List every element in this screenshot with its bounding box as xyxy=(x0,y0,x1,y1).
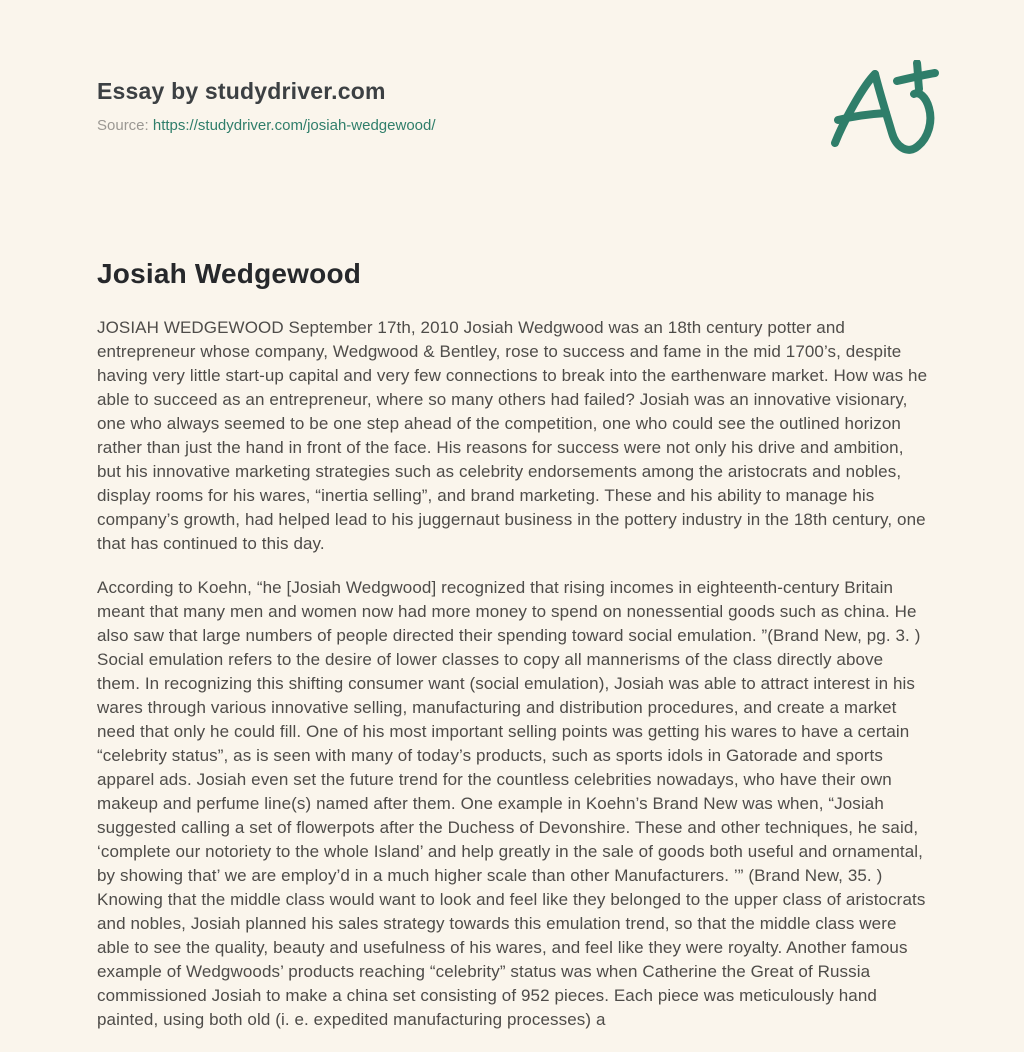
source-row xyxy=(97,116,930,135)
essay-title: Josiah Wedgewood xyxy=(97,258,362,289)
essay-body xyxy=(97,316,930,1032)
page-header-title: Essay by studydriver.com xyxy=(97,78,386,104)
essay-content xyxy=(97,0,930,1052)
essay-paragraph-2: According to Koehn, “he [Josiah Wedgwood] recognized that rising incomes in eighteenth-century Britain meant that many men and women now had more money to spend on nonessential goods such as china. He also saw that large numbers of people directed their spending toward social emulation. ”(Brand New, pg. 3. ) Social emulation refers to the desire of lower classes to copy all mannerisms of the class directly above them. In recognizing this shifting consumer want (social emulation), Josiah was able to attract interest in his wares through various innovative selling, manufacturing and distribution procedures, and create a market need that only he could fill. One of his most important selling points was getting his wares to have a certain “celebrity status”, as is seen with many of today’s products, such as sports idols in Gatorade and sports apparel ads. Josiah even set the future trend for the countless celebrities nowadays, who have their own makeup and perfume line(s) named after them. One example in Koehn’s Brand New was when, “Josiah suggested calling a set of flowerpots after the Duchess of Devonshire. These and other techniques, he said, ‘complete our notoriety to the whole Island’ and help greatly in the sale of goods both useful and ornamental, by showing that’ we are employ’d in a much higher scale than other Manufacturers. ’” (Brand New, 35. ) Knowing that the middle class would want to look and feel like they belonged to the upper class of aristocrats and nobles, Josiah planned his sales strategy towards this emulation trend, so that the middle class were able to see the quality, beauty and usefulness of his wares, and feel like they were royalty. Another famous example of Wedgwoods’ products reaching “celebrity” status was when Catherine the Great of Russia commissioned Josiah to make a china set consisting of 952 pieces. Each piece was meticulously hand painted, using both old (i. e. expedited manufacturing processes) a xyxy=(97,578,926,1029)
source-label: Source: xyxy=(97,117,149,134)
source-link[interactable]: https://studydriver.com/josiah-wedgewood/ xyxy=(152,117,436,134)
essay-paragraph-1: JOSIAH WEDGEWOOD September 17th, 2010 Josiah Wedgwood was an 18th century potter and entrepreneur whose company, Wedgwood & Bentley, rose to success and fame in the mid 1700’s, despite having very little start-up capital and very few connections to break into the earthenware market. How was he able to succeed as an entrepreneur, where so many others had failed? Josiah was an innovative visionary, one who always seemed to be one step ahead of the competition, one who could see the outlined horizon rather than just the hand in front of the face. His reasons for success were not only his drive and ambition, but his innovative marketing strategies such as celebrity endorsements among the aristocrats and nobles, display rooms for his wares, “inertia selling”, and brand marketing. These and his ability to manage his company’s growth, had helped lead to his juggernaut business in the pottery industry in the 18th century, one that has continued to this day. xyxy=(97,318,928,553)
